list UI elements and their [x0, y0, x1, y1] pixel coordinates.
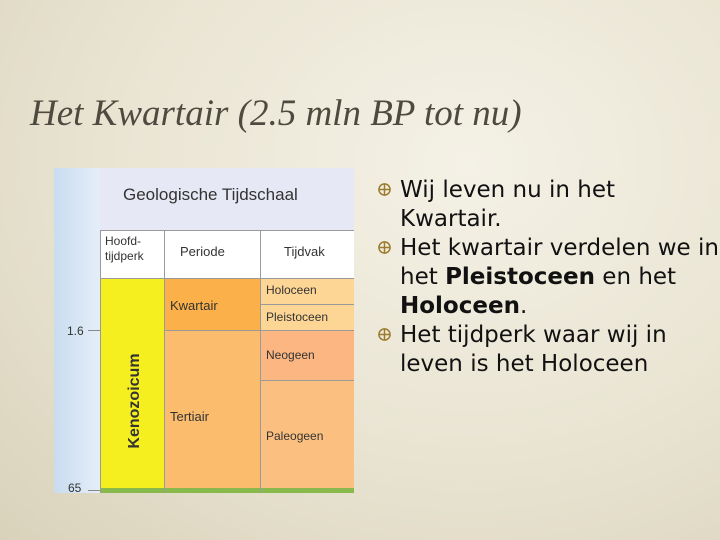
grid-line — [260, 230, 261, 493]
bullet-text-pre: Het kwartair verdelen we in het — [400, 235, 719, 290]
slide-title: Het Kwartair (2.5 mln BP tot nu) — [30, 93, 522, 134]
bullet-text: Het tijdperk waar wij in leven is het Holoceen — [400, 322, 667, 377]
grid-line — [100, 230, 354, 231]
grid-line — [100, 230, 101, 493]
col-tijdvak-label: Tijdvak — [284, 244, 325, 259]
geological-timescale-image — [54, 168, 354, 493]
circle-cross-icon — [378, 328, 391, 341]
bullet-text-post: . — [519, 293, 528, 319]
circle-cross-icon — [378, 183, 391, 196]
epoch-paleogeen-label: Paleogeen — [266, 429, 324, 443]
bullet-bold-term: Pleistoceen — [445, 264, 595, 290]
axis-tick-label: 1.6 — [67, 324, 84, 338]
grid-line — [260, 380, 354, 381]
grid-line — [260, 304, 354, 305]
bullet-item — [375, 321, 720, 379]
epoch-neogeen-label: Neogeen — [266, 348, 315, 362]
bottom-strip — [100, 488, 354, 493]
axis-tick-label: 65 — [68, 481, 82, 493]
col-periode-label: Periode — [180, 244, 225, 259]
bullet-text-mid: en het — [594, 264, 677, 290]
epoch-pleistoceen-label: Pleistoceen — [266, 310, 329, 324]
bullet-item — [375, 234, 720, 321]
bullet-text: Wij leven nu in het Kwartair. — [400, 177, 616, 232]
epoch-holoceen-label: Holoceen — [266, 283, 317, 297]
col-hoofdtijdperk-label: Hoofd- tijdperk — [105, 234, 144, 263]
table-header-label: Geologische Tijdschaal — [123, 185, 298, 204]
axis-tick-mark — [88, 490, 100, 491]
axis-tick-mark — [88, 330, 100, 331]
bullet-item — [375, 176, 720, 234]
grid-line — [164, 330, 354, 331]
bullet-list — [375, 176, 720, 379]
period-kwartair-label: Kwartair — [170, 298, 218, 313]
grid-line — [100, 278, 354, 279]
grid-line — [164, 230, 165, 493]
period-tertiair-label: Tertiair — [170, 409, 210, 424]
circle-cross-icon — [378, 241, 391, 254]
bullet-bold-term: Holoceen — [400, 293, 520, 319]
era-kenozoicum-label: Kenozoicum — [126, 353, 143, 449]
